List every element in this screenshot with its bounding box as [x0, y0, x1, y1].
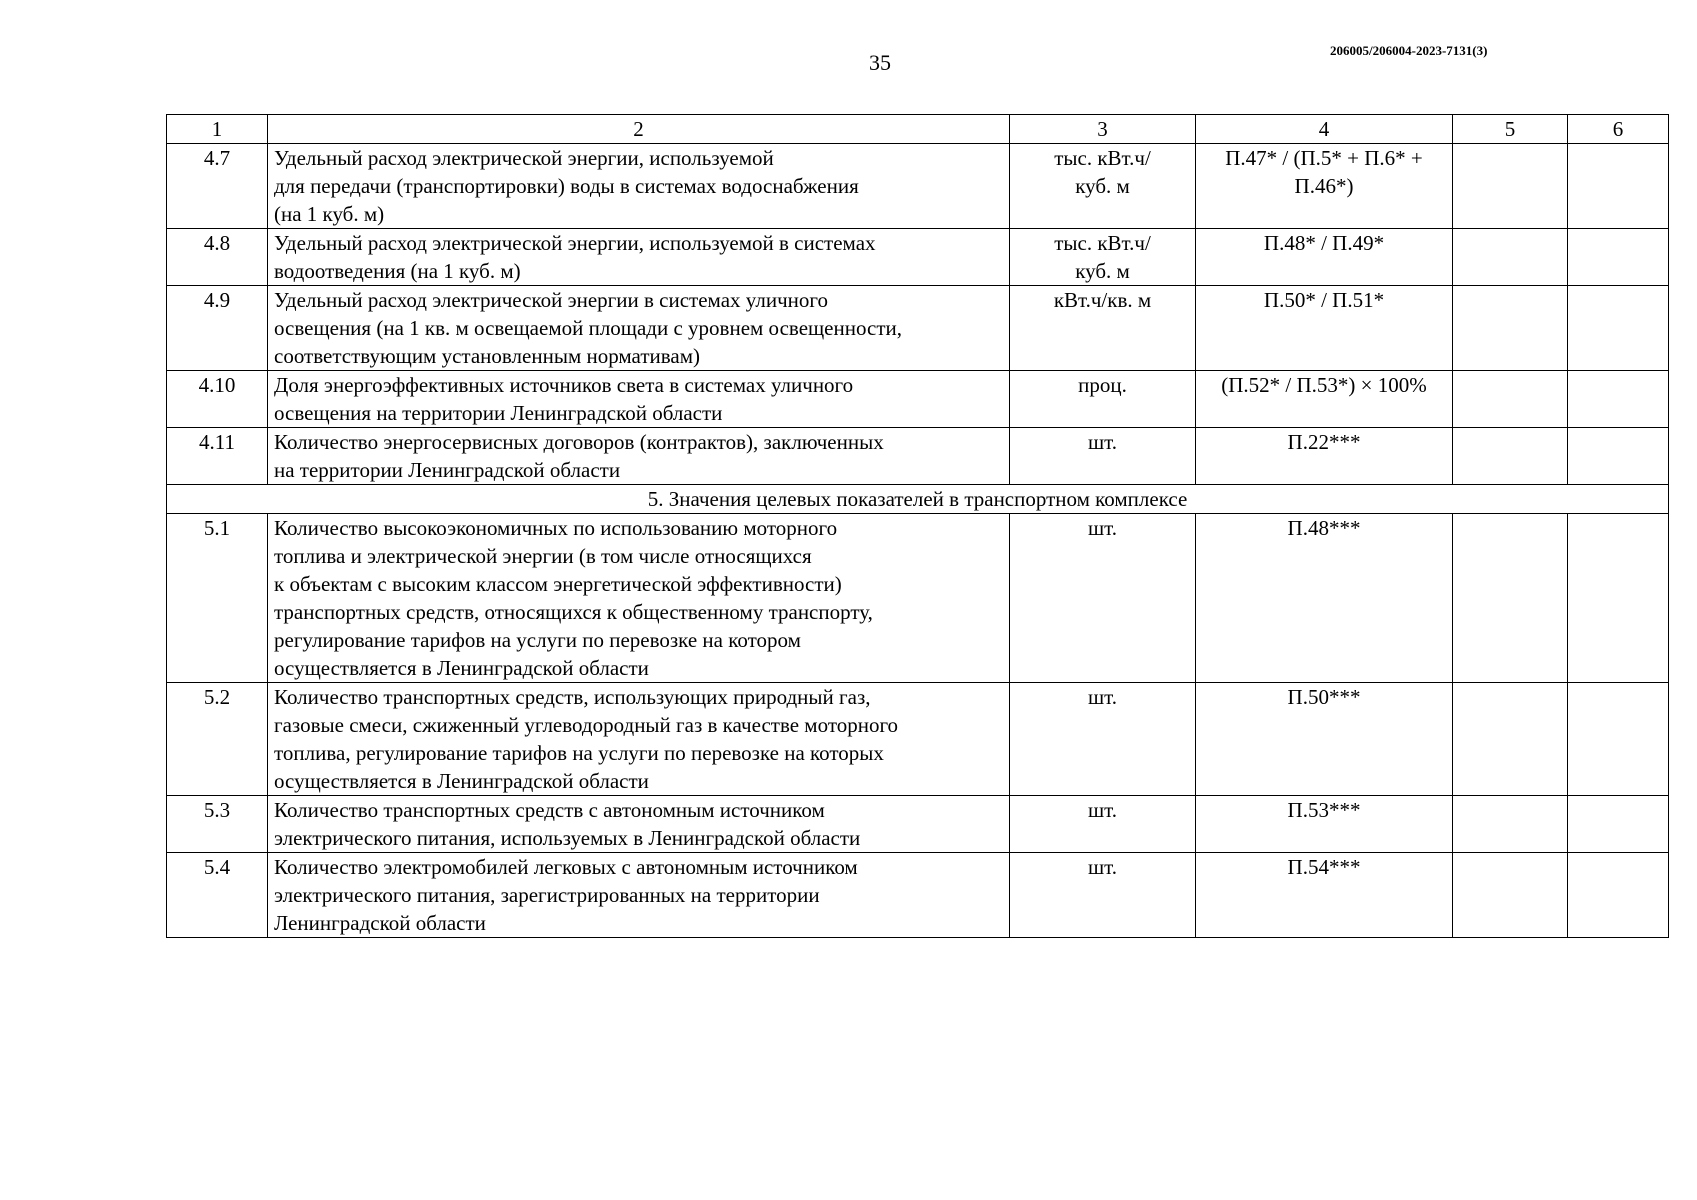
row-number-cell: 4.8 — [167, 229, 268, 286]
value-cell-6 — [1568, 144, 1669, 229]
value-cell-6 — [1568, 796, 1669, 853]
unit-cell: тыс. кВт.ч/ куб. м — [1010, 229, 1196, 286]
indicator-name-cell: Количество транспортных средств с автономным источником электрического питания, используемых в Ленинградской области — [268, 796, 1010, 853]
row-number-cell: 5.3 — [167, 796, 268, 853]
indicator-name-cell: Количество транспортных средств, использующих природный газ, газовые смеси, сжиженный углеводородный газ в качестве моторного топлива, регулирование тарифов на услуги по перевозке на которых осуществляется в Ленинградской области — [268, 683, 1010, 796]
formula-cell: (П.52* / П.53*) × 100% — [1196, 371, 1453, 428]
unit-cell: шт. — [1010, 796, 1196, 853]
indicators-table — [166, 114, 1669, 938]
value-cell-6 — [1568, 229, 1669, 286]
table-row — [167, 286, 1669, 371]
value-cell-5 — [1453, 853, 1568, 938]
indicator-name-cell: Доля энергоэффективных источников света в системах уличного освещения на территории Ленинградской области — [268, 371, 1010, 428]
column-number-row — [167, 115, 1669, 144]
value-cell-5 — [1453, 683, 1568, 796]
value-cell-5 — [1453, 144, 1568, 229]
table-row — [167, 144, 1669, 229]
unit-cell: шт. — [1010, 683, 1196, 796]
value-cell-5 — [1453, 371, 1568, 428]
row-number-cell: 4.11 — [167, 428, 268, 485]
value-cell-6 — [1568, 853, 1669, 938]
document-id: 206005/206004-2023-7131(3) — [1330, 43, 1488, 58]
value-cell-5 — [1453, 286, 1568, 371]
column-number: 2 — [268, 115, 1010, 144]
formula-cell: П.50* / П.51* — [1196, 286, 1453, 371]
unit-cell: шт. — [1010, 428, 1196, 485]
value-cell-6 — [1568, 683, 1669, 796]
indicator-name-cell: Количество высокоэкономичных по использованию моторного топлива и электрической энергии (в том числе относящихся к объектам с высоким классом энергетической эффективности) транспортных средств, относящихся к общественному транспорту, регулирование тарифов на услуги по перевозке на котором осуществляется в Ленинградской области — [268, 514, 1010, 683]
unit-cell: тыс. кВт.ч/ куб. м — [1010, 144, 1196, 229]
row-number-cell: 5.2 — [167, 683, 268, 796]
formula-cell: П.48*** — [1196, 514, 1453, 683]
column-number: 3 — [1010, 115, 1196, 144]
page-number: 35 — [869, 50, 891, 75]
indicator-name-cell: Количество энергосервисных договоров (контрактов), заключенных на территории Ленинградской области — [268, 428, 1010, 485]
indicator-name-cell: Количество электромобилей легковых с автономным источником электрического питания, зарегистрированных на территории Ленинградской области — [268, 853, 1010, 938]
column-number: 6 — [1568, 115, 1669, 144]
table-row — [167, 428, 1669, 485]
table-row — [167, 229, 1669, 286]
formula-cell: П.48* / П.49* — [1196, 229, 1453, 286]
row-number-cell: 4.9 — [167, 286, 268, 371]
column-number: 4 — [1196, 115, 1453, 144]
value-cell-6 — [1568, 371, 1669, 428]
table-row — [167, 514, 1669, 683]
row-number-cell: 4.10 — [167, 371, 268, 428]
column-number: 1 — [167, 115, 268, 144]
column-number: 5 — [1453, 115, 1568, 144]
formula-cell: П.47* / (П.5* + П.6* + П.46*) — [1196, 144, 1453, 229]
value-cell-5 — [1453, 514, 1568, 683]
formula-cell: П.50*** — [1196, 683, 1453, 796]
table-row — [167, 796, 1669, 853]
row-number-cell: 5.4 — [167, 853, 268, 938]
formula-cell: П.53*** — [1196, 796, 1453, 853]
formula-cell: П.22*** — [1196, 428, 1453, 485]
unit-cell: шт. — [1010, 853, 1196, 938]
row-number-cell: 4.7 — [167, 144, 268, 229]
table-row — [167, 371, 1669, 428]
indicator-name-cell: Удельный расход электрической энергии, используемой в системах водоотведения (на 1 куб. м) — [268, 229, 1010, 286]
value-cell-5 — [1453, 428, 1568, 485]
indicator-name-cell: Удельный расход электрической энергии в системах уличного освещения (на 1 кв. м освещаемой площади с уровнем освещенности, соответствующим установленным нормативам) — [268, 286, 1010, 371]
table-row — [167, 853, 1669, 938]
value-cell-6 — [1568, 428, 1669, 485]
section-title: 5. Значения целевых показателей в транспортном комплексе — [167, 485, 1669, 514]
row-number-cell: 5.1 — [167, 514, 268, 683]
section-row — [167, 485, 1669, 514]
unit-cell: проц. — [1010, 371, 1196, 428]
value-cell-6 — [1568, 514, 1669, 683]
unit-cell: шт. — [1010, 514, 1196, 683]
value-cell-5 — [1453, 229, 1568, 286]
indicator-name-cell: Удельный расход электрической энергии, используемой для передачи (транспортировки) воды в системах водоснабжения (на 1 куб. м) — [268, 144, 1010, 229]
table-row — [167, 683, 1669, 796]
unit-cell: кВт.ч/кв. м — [1010, 286, 1196, 371]
value-cell-6 — [1568, 286, 1669, 371]
value-cell-5 — [1453, 796, 1568, 853]
table-body — [167, 115, 1669, 938]
formula-cell: П.54*** — [1196, 853, 1453, 938]
